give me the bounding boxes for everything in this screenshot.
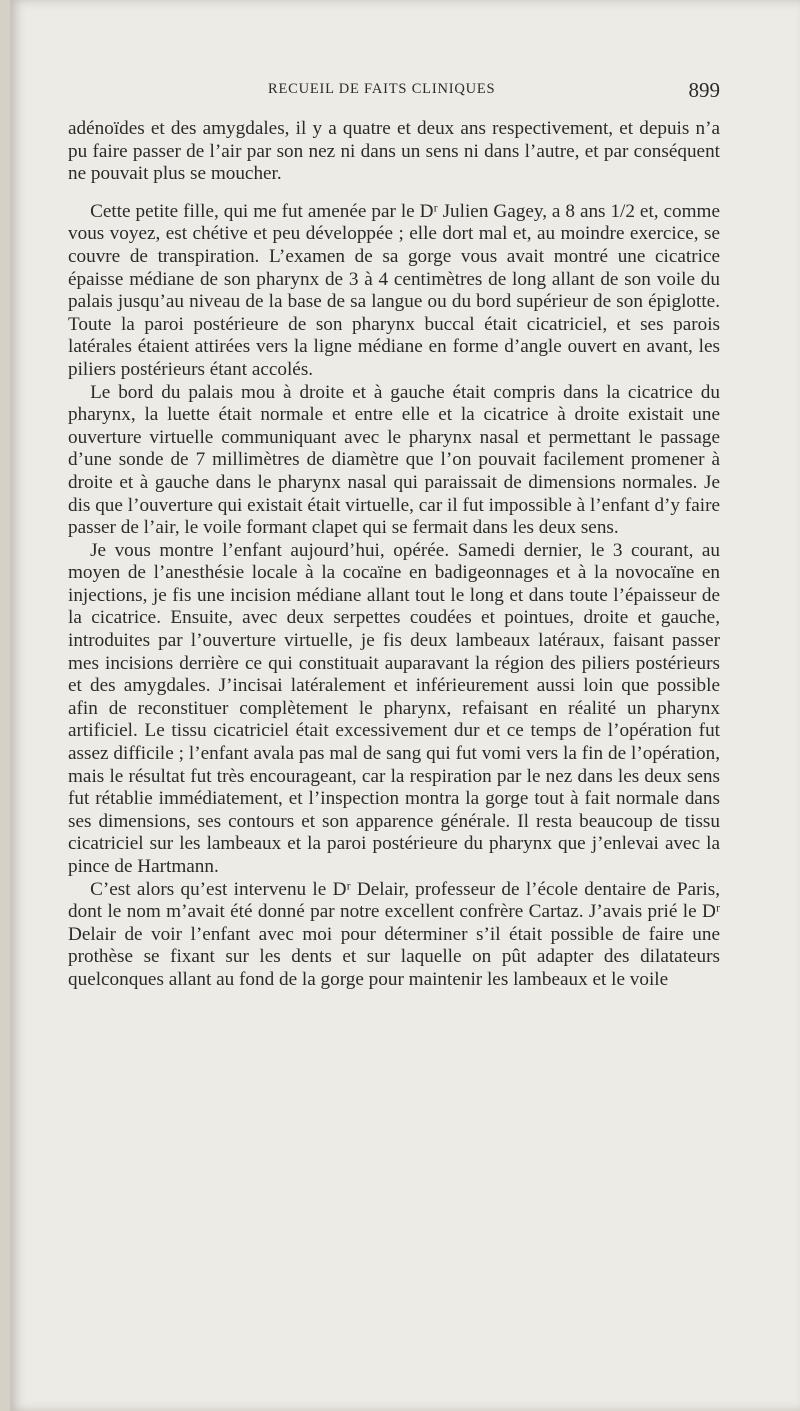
page-header <box>68 78 720 102</box>
paragraph-continuation: adénoïdes et des amygdales, il y a quatre et deux ans respectivement, et depuis n’a pu faire passer de l’air par son nez ni dans un sens ni dans l’autre, et par conséquent ne pouvait plus se moucher. <box>68 118 720 185</box>
paragraph-operation: Je vous montre l’enfant aujourd’hui, opérée. Samedi dernier, le 3 courant, au moyen de l’anesthésie locale à la cocaïne en badigeonnages et à la novocaïne en injections, je fis une incision médiane allant tout le long et dans toute l’épaisseur de la cicatrice. Ensuite, avec deux serpettes coudées et pointues, droite et gauche, introduites par l’ouverture virtuelle, je fis deux lambeaux latéraux, faisant passer mes incisions derrière ce qui constituait auparavant la région des piliers postérieurs et des amygdales. J’incisai latéralement et inférieurement aussi loin que possible afin de reconstituer complètement le pharynx, refaisant en réalité un pharynx artificiel. Le tissu cicatriciel était excessivement dur et ce temps de l’opération fut assez difficile ; l’enfant avala pas mal de sang qui fut vomi vers la fin de l’opération, mais le résultat fut très encourageant, car la respiration par le nez dans les deux sens fut rétablie immédiatement, et l’inspection montra la gorge tout à fait normale dans ses dimensions, ses contours et son apparence générale. Il resta beaucoup de tissu cicatriciel sur les lambeaux et la paroi postérieure du pharynx que j’enlevai avec la pince de Hartmann. <box>68 539 720 877</box>
book-page <box>10 0 800 1411</box>
page-number: 899 <box>688 78 720 102</box>
paragraph-palate-examination: Le bord du palais mou à droite et à gauche était compris dans la cicatrice du pharynx, la luette était normale et entre elle et la cicatrice à droite existait une ouverture virtuelle communiquant avec le pharynx nasal et permettant le passage d’une sonde de 7 millimètres de diamètre que l’on pouvait facilement promener à droite et à gauche dans le pharynx nasal qui paraissait de dimensions normales. Je dis que l’ouverture qui existait était virtuelle, car il fut impossible à l’enfant d’y faire passer de l’air, le voile formant clapet qui se fermait dans les deux sens. <box>68 381 720 539</box>
paragraph-prosthesis: C’est alors qu’est intervenu le Dʳ Delair, professeur de l’école dentaire de Paris, dont le nom m’avait été donné par notre excellent confrère Cartaz. J’avais prié le Dʳ Delair de voir l’enfant avec moi pour déterminer s’il était possible de faire une prothèse se fixant sur les dents et sur laquelle on pût adapter des dilatateurs quelconques allant au fond de la gorge pour maintenir les lambeaux et le voile <box>68 878 720 990</box>
running-title: RECUEIL DE FAITS CLINIQUES <box>268 81 496 97</box>
paragraph-patient-description: Cette petite fille, qui me fut amenée par le Dʳ Julien Gagey, a 8 ans 1/2 et, comme vous voyez, est chétive et peu développée ; elle dort mal et, au moindre exercice, se couvre de transpiration. L’examen de sa gorge vous avait montré une cicatrice épaisse médiane de son pharynx de 3 à 4 centimètres de long allant de son voile du palais jusqu’au niveau de la base de sa langue ou du bord supérieur de son épiglotte. Toute la paroi postérieure de son pharynx buccal était cicatriciel, et ses parois latérales étaient attirées vers la ligne médiane en forme d’angle ouvert en avant, les piliers postérieurs étant accolés. <box>68 200 720 380</box>
body-text <box>68 118 720 992</box>
